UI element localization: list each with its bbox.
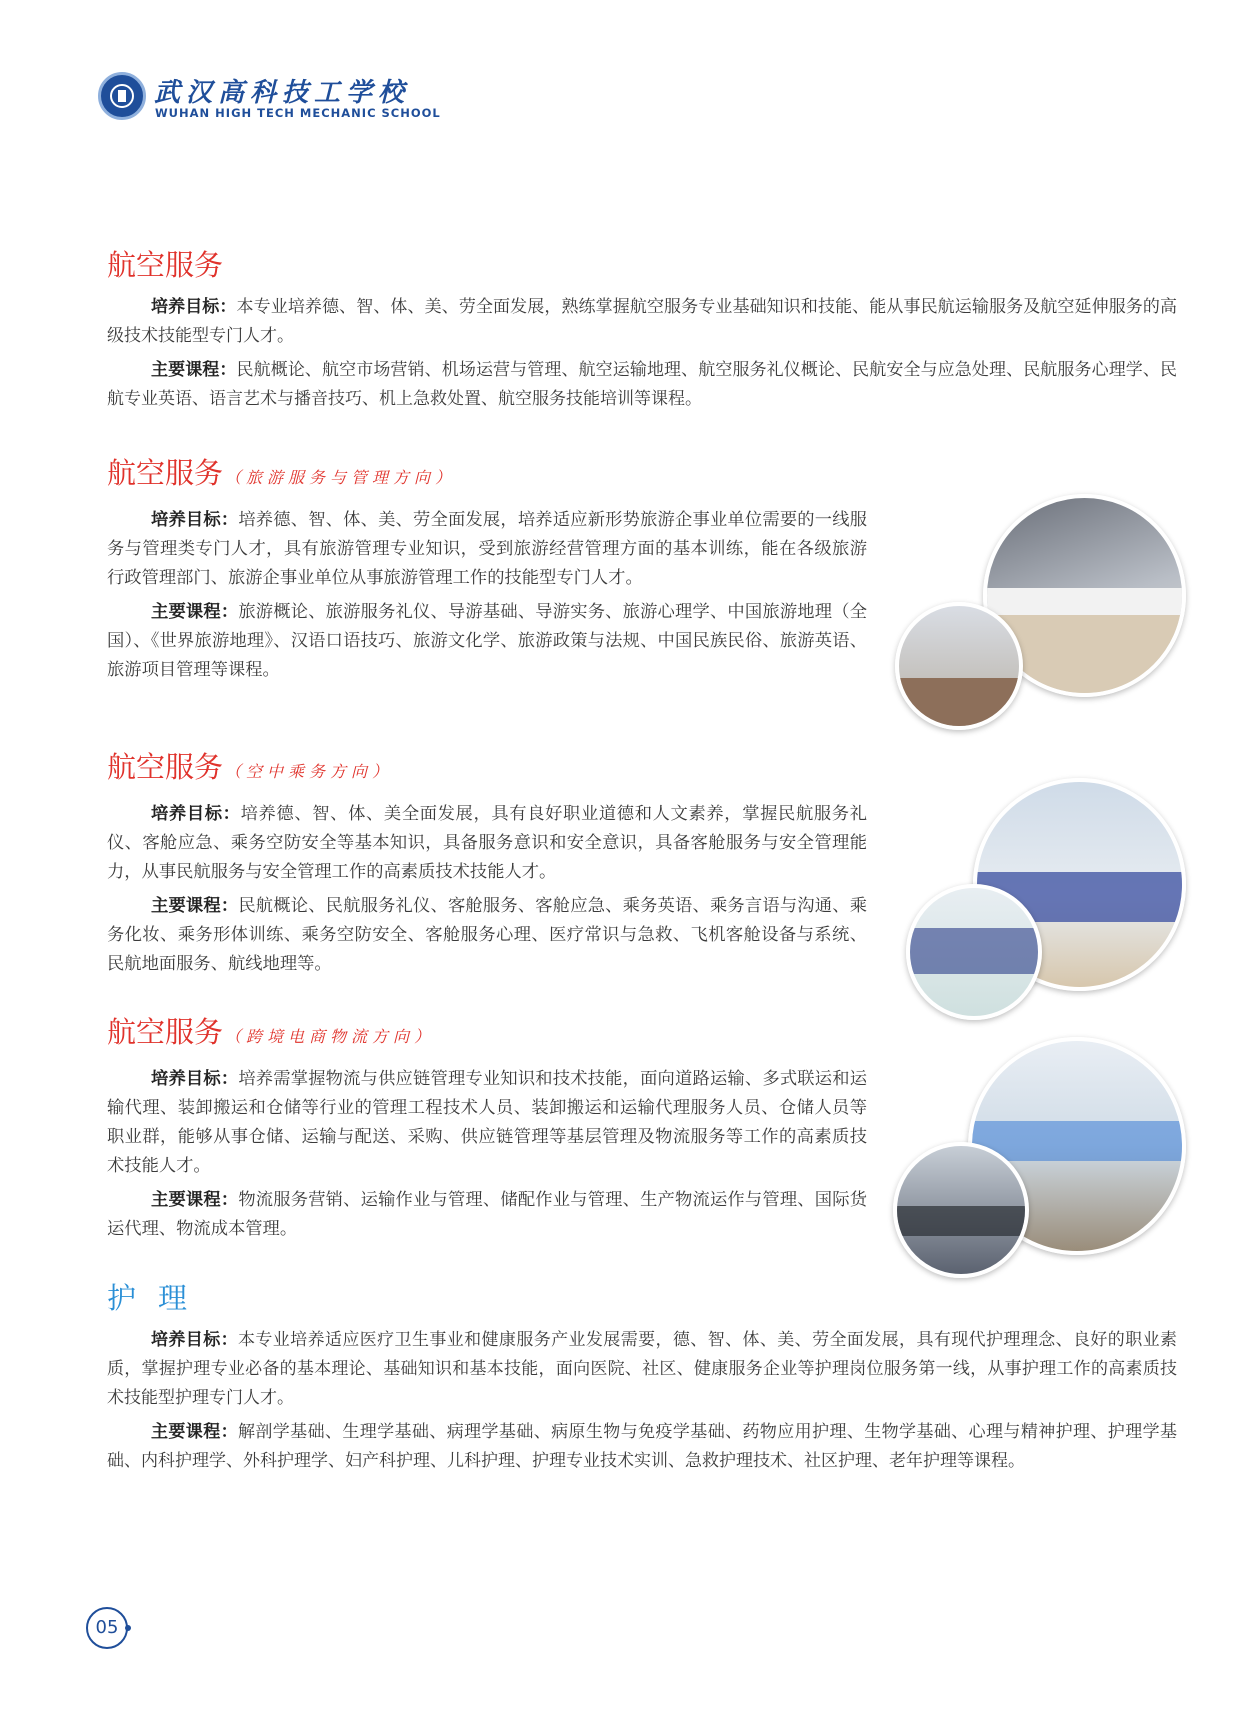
course-text: 旅游概论、旅游服务礼仪、导游基础、导游实务、旅游心理学、中国旅游地理（全国）、《世界旅游地理》、汉语口语技巧、旅游文化学、旅游政策与法规、中国民族民俗、旅游英语、旅游项目管理等课程。 xyxy=(107,602,867,680)
section-title-text: 航空服务 xyxy=(107,248,224,282)
section-aviation-logistics xyxy=(107,1012,867,1244)
main-courses xyxy=(107,356,1177,414)
section-title xyxy=(107,245,1177,285)
course-label: 主要课程： xyxy=(151,602,239,622)
training-goal xyxy=(107,1326,1177,1413)
training-goal xyxy=(107,800,867,887)
course-text: 民航概论、民航服务礼仪、客舱服务、客舱应急、乘务英语、乘务言语与沟通、乘务化妆、乘务形体训练、乘务空防安全、客舱服务心理、医疗常识与急救、飞机客舱设备与系统、民航地面服务、航线地理等。 xyxy=(107,896,867,974)
course-text: 物流服务营销、运输作业与管理、储配作业与管理、生产物流运作与管理、国际货运代理、物流成本管理。 xyxy=(107,1190,867,1239)
section-aviation-cabin-crew xyxy=(107,747,867,979)
page-number-dot xyxy=(125,1625,131,1631)
course-text: 民航概论、航空市场营销、机场运营与管理、航空运输地理、航空服务礼仪概论、民航安全与应急处理、民航服务心理学、民航专业英语、语言艺术与播音技巧、机上急救处置、航空服务技能培训等课程。 xyxy=(107,360,1178,409)
main-courses xyxy=(107,1186,867,1244)
section-title-text: 护理 xyxy=(107,1281,210,1315)
training-goal xyxy=(107,293,1177,351)
section-aviation-service xyxy=(107,245,1177,414)
goal-text: 培养需掌握物流与供应链管理专业知识和技术技能，面向道路运输、多式联运和运输代理、装卸搬运和仓储等行业的管理工程技术人员、装卸搬运和运输代理服务人员、仓储人员等职业群，能够从事仓储、运输与配送、采购、供应链管理等基层管理及物流服务等工作的高素质技术技能人才。 xyxy=(107,1069,867,1176)
course-label: 主要课程： xyxy=(151,1422,238,1442)
section-title xyxy=(107,453,867,498)
school-emblem-icon xyxy=(98,72,146,120)
section-subtitle: （旅游服务与管理方向） xyxy=(225,468,457,487)
goal-label: 培养目标： xyxy=(151,1330,238,1350)
goal-label: 培养目标： xyxy=(151,297,237,317)
goal-text: 本专业培养德、智、体、美、劳全面发展，熟练掌握航空服务专业基础知识和技能、能从事民航运输服务及航空延伸服务的高级技术技能型专门人才。 xyxy=(107,297,1178,346)
school-name-cn: 武汉高科技工学校 xyxy=(154,78,411,108)
section-title-text: 航空服务 xyxy=(107,1015,224,1049)
main-courses xyxy=(107,1418,1177,1476)
section-title-text: 航空服务 xyxy=(107,456,224,490)
goal-label: 培养目标： xyxy=(151,510,239,530)
school-logo xyxy=(98,70,441,130)
course-label: 主要课程： xyxy=(151,360,237,380)
goal-text: 培养德、智、体、美全面发展，具有良好职业道德和人文素养，掌握民航服务礼仪、客舱应急、乘务空防安全等基本知识，具备服务意识和安全意识，具备客舱服务与安全管理能力，从事民航服务与安全管理工作的高素质技术技能人才。 xyxy=(107,804,867,882)
goal-label: 培养目标： xyxy=(151,804,241,824)
course-label: 主要课程： xyxy=(151,1190,239,1210)
section-aviation-tourism xyxy=(107,453,867,685)
goal-text: 培养德、智、体、美、劳全面发展，培养适应新形势旅游企事业单位需要的一线服务与管理类专门人才，具有旅游管理专业知识，受到旅游经营管理方面的基本训练，能在各级旅游行政管理部门、旅游企事业单位从事旅游管理工作的技能型专门人才。 xyxy=(107,510,867,588)
main-courses xyxy=(107,892,867,979)
section-title xyxy=(107,747,867,792)
goal-label: 培养目标： xyxy=(151,1069,239,1089)
school-name-en: WUHAN HIGH TECH MECHANIC SCHOOL xyxy=(155,106,441,120)
tourism-classroom-photo xyxy=(895,602,1023,730)
section-title xyxy=(107,1278,1177,1318)
training-goal xyxy=(107,1065,867,1181)
section-subtitle: （跨境电商物流方向） xyxy=(225,1027,436,1046)
section-title-text: 航空服务 xyxy=(107,750,224,784)
logistics-computer-room-photo xyxy=(893,1142,1029,1278)
course-label: 主要课程： xyxy=(151,896,239,916)
course-text: 解剖学基础、生理学基础、病理学基础、病原生物与免疫学基础、药物应用护理、生物学基础、心理与精神护理、护理学基础、内科护理学、外科护理学、妇产科护理、儿科护理、护理专业技术实训、急救护理技术、社区护理、老年护理等课程。 xyxy=(107,1422,1177,1471)
section-subtitle: （空中乘务方向） xyxy=(225,762,394,781)
main-courses xyxy=(107,598,867,685)
cabin-crew-training-photo xyxy=(906,884,1042,1020)
section-title xyxy=(107,1012,867,1057)
training-goal xyxy=(107,506,867,593)
page-number: 05 xyxy=(86,1607,128,1649)
section-nursing xyxy=(107,1278,1177,1476)
goal-text: 本专业培养适应医疗卫生事业和健康服务产业发展需要，德、智、体、美、劳全面发展，具有现代护理理念、良好的职业素质，掌握护理专业必备的基本理论、基础知识和基本技能，面向医院、社区、健康服务企业等护理岗位服务第一线，从事护理工作的高素质技术技能型护理专门人才。 xyxy=(107,1330,1177,1408)
